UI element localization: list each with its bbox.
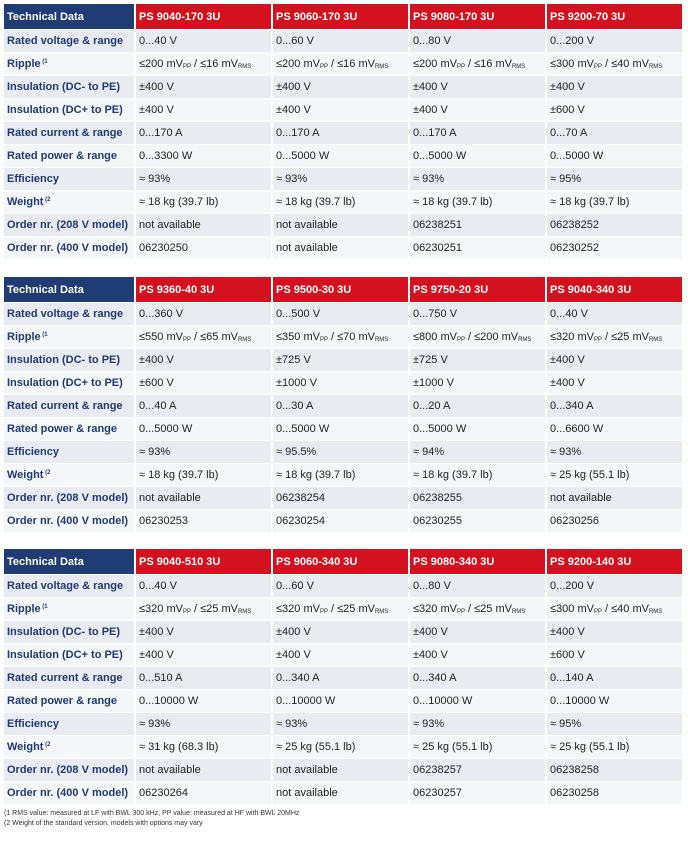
cell-value: ≈ 25 kg (55.1 lb) <box>410 736 547 759</box>
cell-value: ±400 V <box>547 349 684 372</box>
cell-value: 0...30 A <box>273 395 410 418</box>
unit-subscript: PP <box>319 609 328 615</box>
table-row <box>4 575 684 598</box>
table-row <box>4 418 684 441</box>
cell-value: 06230251 <box>410 237 547 260</box>
cell-value: ±400 V <box>273 99 410 122</box>
row-label: Rated voltage & range <box>4 303 136 326</box>
cell-value: ≤800 $mV_{PP} / \le 200$ $mV_{RMS}$ <box>410 326 547 349</box>
model-name: PS 9060-340 3U <box>273 549 410 575</box>
cell-value: not available <box>273 759 410 782</box>
cell-value: 06230252 <box>547 237 684 260</box>
table-row <box>4 782 684 805</box>
cell-value: 0...510 A <box>136 667 273 690</box>
header-label: Technical Data <box>4 549 136 575</box>
table-row <box>4 487 684 510</box>
cell-value: ≈ 93% <box>136 713 273 736</box>
cell-value: ≤550 $mV_{PP} / \le 65$ $mV_{RMS}$ <box>136 326 273 349</box>
unit-subscript: RMS <box>374 609 389 615</box>
cell-value: not available <box>136 214 273 237</box>
unit-subscript: PP <box>319 337 328 343</box>
table-header-row <box>4 4 684 30</box>
cell-value: ≈ 18 kg (39.7 lb) <box>547 191 684 214</box>
cell-value: 0...60 V <box>273 30 410 53</box>
cell-value: ±400 V <box>136 621 273 644</box>
cell-value: 06238255 <box>410 487 547 510</box>
cell-value: ≈ 18 kg (39.7 lb) <box>136 191 273 214</box>
model-name: PS 9500-30 3U <box>273 277 410 303</box>
cell-value: 0...10000 W <box>547 690 684 713</box>
cell-value: 0...140 A <box>547 667 684 690</box>
cell-value: not available <box>136 487 273 510</box>
cell-value: ±400 V <box>547 372 684 395</box>
table-row <box>4 122 684 145</box>
cell-value: 0...40 V <box>547 303 684 326</box>
table-row <box>4 30 684 53</box>
unit-subscript: RMS <box>374 337 389 343</box>
cell-value: 06230253 <box>136 510 273 533</box>
row-label: Order nr. (400 V model) <box>4 510 136 533</box>
cell-value: ≈ 95.5% <box>273 441 410 464</box>
cell-value: ±400 V <box>547 621 684 644</box>
cell-value: ≈ 95% <box>547 168 684 191</box>
spec-table <box>4 4 684 260</box>
cell-value: not available <box>273 214 410 237</box>
cell-value: 0...340 A <box>547 395 684 418</box>
table-row <box>4 736 684 759</box>
row-label: Weight $^{(2}$ <box>4 736 136 759</box>
cell-value: ≈ 31 kg (68.3 lb) <box>136 736 273 759</box>
cell-value: ≤300 $mV_{PP} / \le 40$ $mV_{RMS}$ <box>547 53 684 76</box>
cell-value: 06230250 <box>136 237 273 260</box>
cell-value: 06230258 <box>547 782 684 805</box>
cell-value: 0...60 V <box>273 575 410 598</box>
cell-value: 0...5000 W <box>410 418 547 441</box>
cell-value: ±725 V <box>410 349 547 372</box>
cell-value: 0...40 A <box>136 395 273 418</box>
cell-value: 06230264 <box>136 782 273 805</box>
table-row <box>4 759 684 782</box>
cell-value: 0...5000 W <box>273 145 410 168</box>
cell-value: ≈ 93% <box>136 441 273 464</box>
cell-value: 0...40 V <box>136 30 273 53</box>
cell-value: ≈ 93% <box>410 713 547 736</box>
cell-value: not available <box>273 782 410 805</box>
cell-value: 0...200 V <box>547 575 684 598</box>
header-label: Technical Data <box>4 277 136 303</box>
cell-value: ≤200 $mV_{PP} / \le 16$ $mV_{RMS}$ <box>136 53 273 76</box>
unit-subscript: RMS <box>648 337 663 343</box>
cell-value: 0...340 A <box>273 667 410 690</box>
cell-value: 0...80 V <box>410 575 547 598</box>
cell-value: ≈ 93% <box>136 168 273 191</box>
row-label: Ripple $^{(1}$ <box>4 326 136 349</box>
cell-value: ≈ 25 kg (55.1 lb) <box>273 736 410 759</box>
table-row <box>4 237 684 260</box>
unit-subscript: RMS <box>648 609 663 615</box>
cell-value: 0...360 V <box>136 303 273 326</box>
cell-value: ≤200 $mV_{PP} / \le 16$ $mV_{RMS}$ <box>273 53 410 76</box>
unit-subscript: PP <box>593 64 602 70</box>
cell-value: ±400 V <box>136 349 273 372</box>
table-row <box>4 621 684 644</box>
cell-value: ≈ 93% <box>547 441 684 464</box>
row-label: Insulation (DC- to PE) <box>4 76 136 99</box>
cell-value: ±1000 V <box>273 372 410 395</box>
cell-value: 06238254 <box>273 487 410 510</box>
table-header-row <box>4 549 684 575</box>
cell-value: not available <box>273 237 410 260</box>
cell-value: 06230256 <box>547 510 684 533</box>
cell-value: ≈ 94% <box>410 441 547 464</box>
cell-value: ≈ 18 kg (39.7 lb) <box>273 464 410 487</box>
table-row <box>4 303 684 326</box>
unit-subscript: PP <box>456 609 465 615</box>
table-row <box>4 191 684 214</box>
cell-value: ±400 V <box>273 621 410 644</box>
row-label: Rated voltage & range <box>4 30 136 53</box>
row-label: Order nr. (400 V model) <box>4 237 136 260</box>
row-label: Insulation (DC+ to PE) <box>4 99 136 122</box>
row-label: Order nr. (208 V model) <box>4 214 136 237</box>
table-row <box>4 644 684 667</box>
table-row <box>4 713 684 736</box>
table-row <box>4 349 684 372</box>
cell-value: ±400 V <box>136 76 273 99</box>
cell-value: ±400 V <box>136 644 273 667</box>
cell-value: 0...5000 W <box>410 145 547 168</box>
row-label: Insulation (DC+ to PE) <box>4 644 136 667</box>
cell-value: ±600 V <box>547 644 684 667</box>
cell-value: ≈ 18 kg (39.7 lb) <box>273 191 410 214</box>
cell-value: ±725 V <box>273 349 410 372</box>
table-row <box>4 214 684 237</box>
unit-subscript: RMS <box>237 337 252 343</box>
unit-subscript: PP <box>593 609 602 615</box>
cell-value: 06238258 <box>547 759 684 782</box>
model-name: PS 9200-140 3U <box>547 549 684 575</box>
row-label: Rated current & range <box>4 667 136 690</box>
cell-value: 06230254 <box>273 510 410 533</box>
table-row <box>4 76 684 99</box>
cell-value: 0...170 A <box>410 122 547 145</box>
cell-value: 06238251 <box>410 214 547 237</box>
table-row <box>4 168 684 191</box>
cell-value: ≈ 93% <box>410 168 547 191</box>
table-row <box>4 372 684 395</box>
footnote-ref: (2 <box>43 470 51 476</box>
model-name: PS 9750-20 3U <box>410 277 547 303</box>
cell-value: 0...3300 W <box>136 145 273 168</box>
footnote-ref: (1 <box>40 59 48 65</box>
cell-value: ≤320 $mV_{PP} / \le 25$ $mV_{RMS}$ <box>273 598 410 621</box>
table-row <box>4 464 684 487</box>
unit-subscript: PP <box>182 64 191 70</box>
row-label: Rated voltage & range <box>4 575 136 598</box>
row-label: Insulation (DC+ to PE) <box>4 372 136 395</box>
unit-subscript: RMS <box>237 64 252 70</box>
cell-value: ±400 V <box>410 621 547 644</box>
cell-value: 0...20 A <box>410 395 547 418</box>
unit-subscript: RMS <box>511 609 526 615</box>
cell-value: 0...6600 W <box>547 418 684 441</box>
cell-value: ≤320 $mV_{PP} / \le 25$ $mV_{RMS}$ <box>136 598 273 621</box>
cell-value: ≈ 93% <box>273 168 410 191</box>
footnote-ref: (2 <box>43 742 51 748</box>
cell-value: 0...5000 W <box>547 145 684 168</box>
footnote-ref: (1 <box>40 332 48 338</box>
cell-value: 0...750 V <box>410 303 547 326</box>
model-name: PS 9040-170 3U <box>136 4 273 30</box>
cell-value: not available <box>136 759 273 782</box>
row-label: Rated power & range <box>4 690 136 713</box>
cell-value: 0...10000 W <box>410 690 547 713</box>
model-name: PS 9080-170 3U <box>410 4 547 30</box>
cell-value: ≈ 18 kg (39.7 lb) <box>410 191 547 214</box>
cell-value: 0...5000 W <box>273 418 410 441</box>
cell-value: 0...10000 W <box>273 690 410 713</box>
row-label: Rated power & range <box>4 418 136 441</box>
model-name: PS 9060-170 3U <box>273 4 410 30</box>
unit-subscript: PP <box>456 337 465 343</box>
row-label: Order nr. (208 V model) <box>4 487 136 510</box>
table-row <box>4 326 684 349</box>
unit-subscript: PP <box>182 609 191 615</box>
cell-value: ≤200 $mV_{PP} / \le 16$ $mV_{RMS}$ <box>410 53 547 76</box>
unit-subscript: PP <box>593 337 602 343</box>
cell-value: 0...500 V <box>273 303 410 326</box>
model-name: PS 9080-340 3U <box>410 549 547 575</box>
table-row <box>4 395 684 418</box>
table-row <box>4 145 684 168</box>
row-label: Efficiency <box>4 713 136 736</box>
row-label: Ripple $^{(1}$ <box>4 53 136 76</box>
cell-value: 0...170 A <box>273 122 410 145</box>
row-label: Efficiency <box>4 441 136 464</box>
row-label: Weight $^{(2}$ <box>4 191 136 214</box>
cell-value: ±400 V <box>273 76 410 99</box>
cell-value: ≈ 18 kg (39.7 lb) <box>410 464 547 487</box>
row-label: Insulation (DC- to PE) <box>4 349 136 372</box>
cell-value: ±400 V <box>410 99 547 122</box>
unit-subscript: PP <box>456 64 465 70</box>
unit-subscript: RMS <box>648 64 663 70</box>
row-label: Weight $^{(2}$ <box>4 464 136 487</box>
cell-value: 0...40 V <box>136 575 273 598</box>
cell-value: ≤320 $mV_{PP} / \le 25$ $mV_{RMS}$ <box>410 598 547 621</box>
cell-value: ≈ 25 kg (55.1 lb) <box>547 464 684 487</box>
row-label: Order nr. (208 V model) <box>4 759 136 782</box>
row-label: Rated power & range <box>4 145 136 168</box>
cell-value: 0...70 A <box>547 122 684 145</box>
cell-value: ±1000 V <box>410 372 547 395</box>
cell-value: ±600 V <box>547 99 684 122</box>
footnote: (2 Weight of the standard version, models with options may vary <box>4 820 203 827</box>
table-row <box>4 53 684 76</box>
header-label: Technical Data <box>4 4 136 30</box>
unit-subscript: PP <box>319 64 328 70</box>
cell-value: ±400 V <box>547 76 684 99</box>
table-row <box>4 441 684 464</box>
row-label: Rated current & range <box>4 395 136 418</box>
model-name: PS 9040-510 3U <box>136 549 273 575</box>
cell-value: ≈ 18 kg (39.7 lb) <box>136 464 273 487</box>
cell-value: 06238252 <box>547 214 684 237</box>
cell-value: ≈ 25 kg (55.1 lb) <box>547 736 684 759</box>
cell-value: ±400 V <box>136 99 273 122</box>
cell-value: 0...10000 W <box>136 690 273 713</box>
table-row <box>4 598 684 621</box>
unit-subscript: PP <box>182 337 191 343</box>
cell-value: 0...200 V <box>547 30 684 53</box>
cell-value: not available <box>547 487 684 510</box>
cell-value: 06238257 <box>410 759 547 782</box>
table-row <box>4 690 684 713</box>
table-row <box>4 510 684 533</box>
model-name: PS 9360-40 3U <box>136 277 273 303</box>
row-label: Rated current & range <box>4 122 136 145</box>
cell-value: 0...340 A <box>410 667 547 690</box>
model-name: PS 9040-340 3U <box>547 277 684 303</box>
cell-value: ≈ 93% <box>273 713 410 736</box>
cell-value: ≤350 $mV_{PP} / \le 70$ $mV_{RMS}$ <box>273 326 410 349</box>
cell-value: ±400 V <box>410 76 547 99</box>
table-row <box>4 667 684 690</box>
cell-value: ≤300 $mV_{PP} / \le 40$ $mV_{RMS}$ <box>547 598 684 621</box>
cell-value: ±600 V <box>136 372 273 395</box>
footnote-ref: (1 <box>40 604 48 610</box>
cell-value: 0...80 V <box>410 30 547 53</box>
cell-value: 06230257 <box>410 782 547 805</box>
footnote: (1 RMS value: measured at LF with BWL 300 kHz, PP value: measured at HF with BWL 20MHz <box>4 810 300 817</box>
unit-subscript: RMS <box>237 609 252 615</box>
row-label: Order nr. (400 V model) <box>4 782 136 805</box>
row-label: Insulation (DC- to PE) <box>4 621 136 644</box>
cell-value: ±400 V <box>410 644 547 667</box>
table-row <box>4 99 684 122</box>
spec-table <box>4 277 684 533</box>
unit-subscript: RMS <box>511 64 526 70</box>
cell-value: 0...5000 W <box>136 418 273 441</box>
model-name: PS 9200-70 3U <box>547 4 684 30</box>
unit-subscript: RMS <box>374 64 389 70</box>
cell-value: ≤320 $mV_{PP} / \le 25$ $mV_{RMS}$ <box>547 326 684 349</box>
cell-value: 0...170 A <box>136 122 273 145</box>
cell-value: 06230255 <box>410 510 547 533</box>
footnote-ref: (2 <box>43 197 51 203</box>
spec-table <box>4 549 684 805</box>
row-label: Efficiency <box>4 168 136 191</box>
unit-subscript: RMS <box>518 337 532 343</box>
cell-value: ≈ 95% <box>547 713 684 736</box>
row-label: Ripple $^{(1}$ <box>4 598 136 621</box>
table-header-row <box>4 277 684 303</box>
cell-value: ±400 V <box>273 644 410 667</box>
